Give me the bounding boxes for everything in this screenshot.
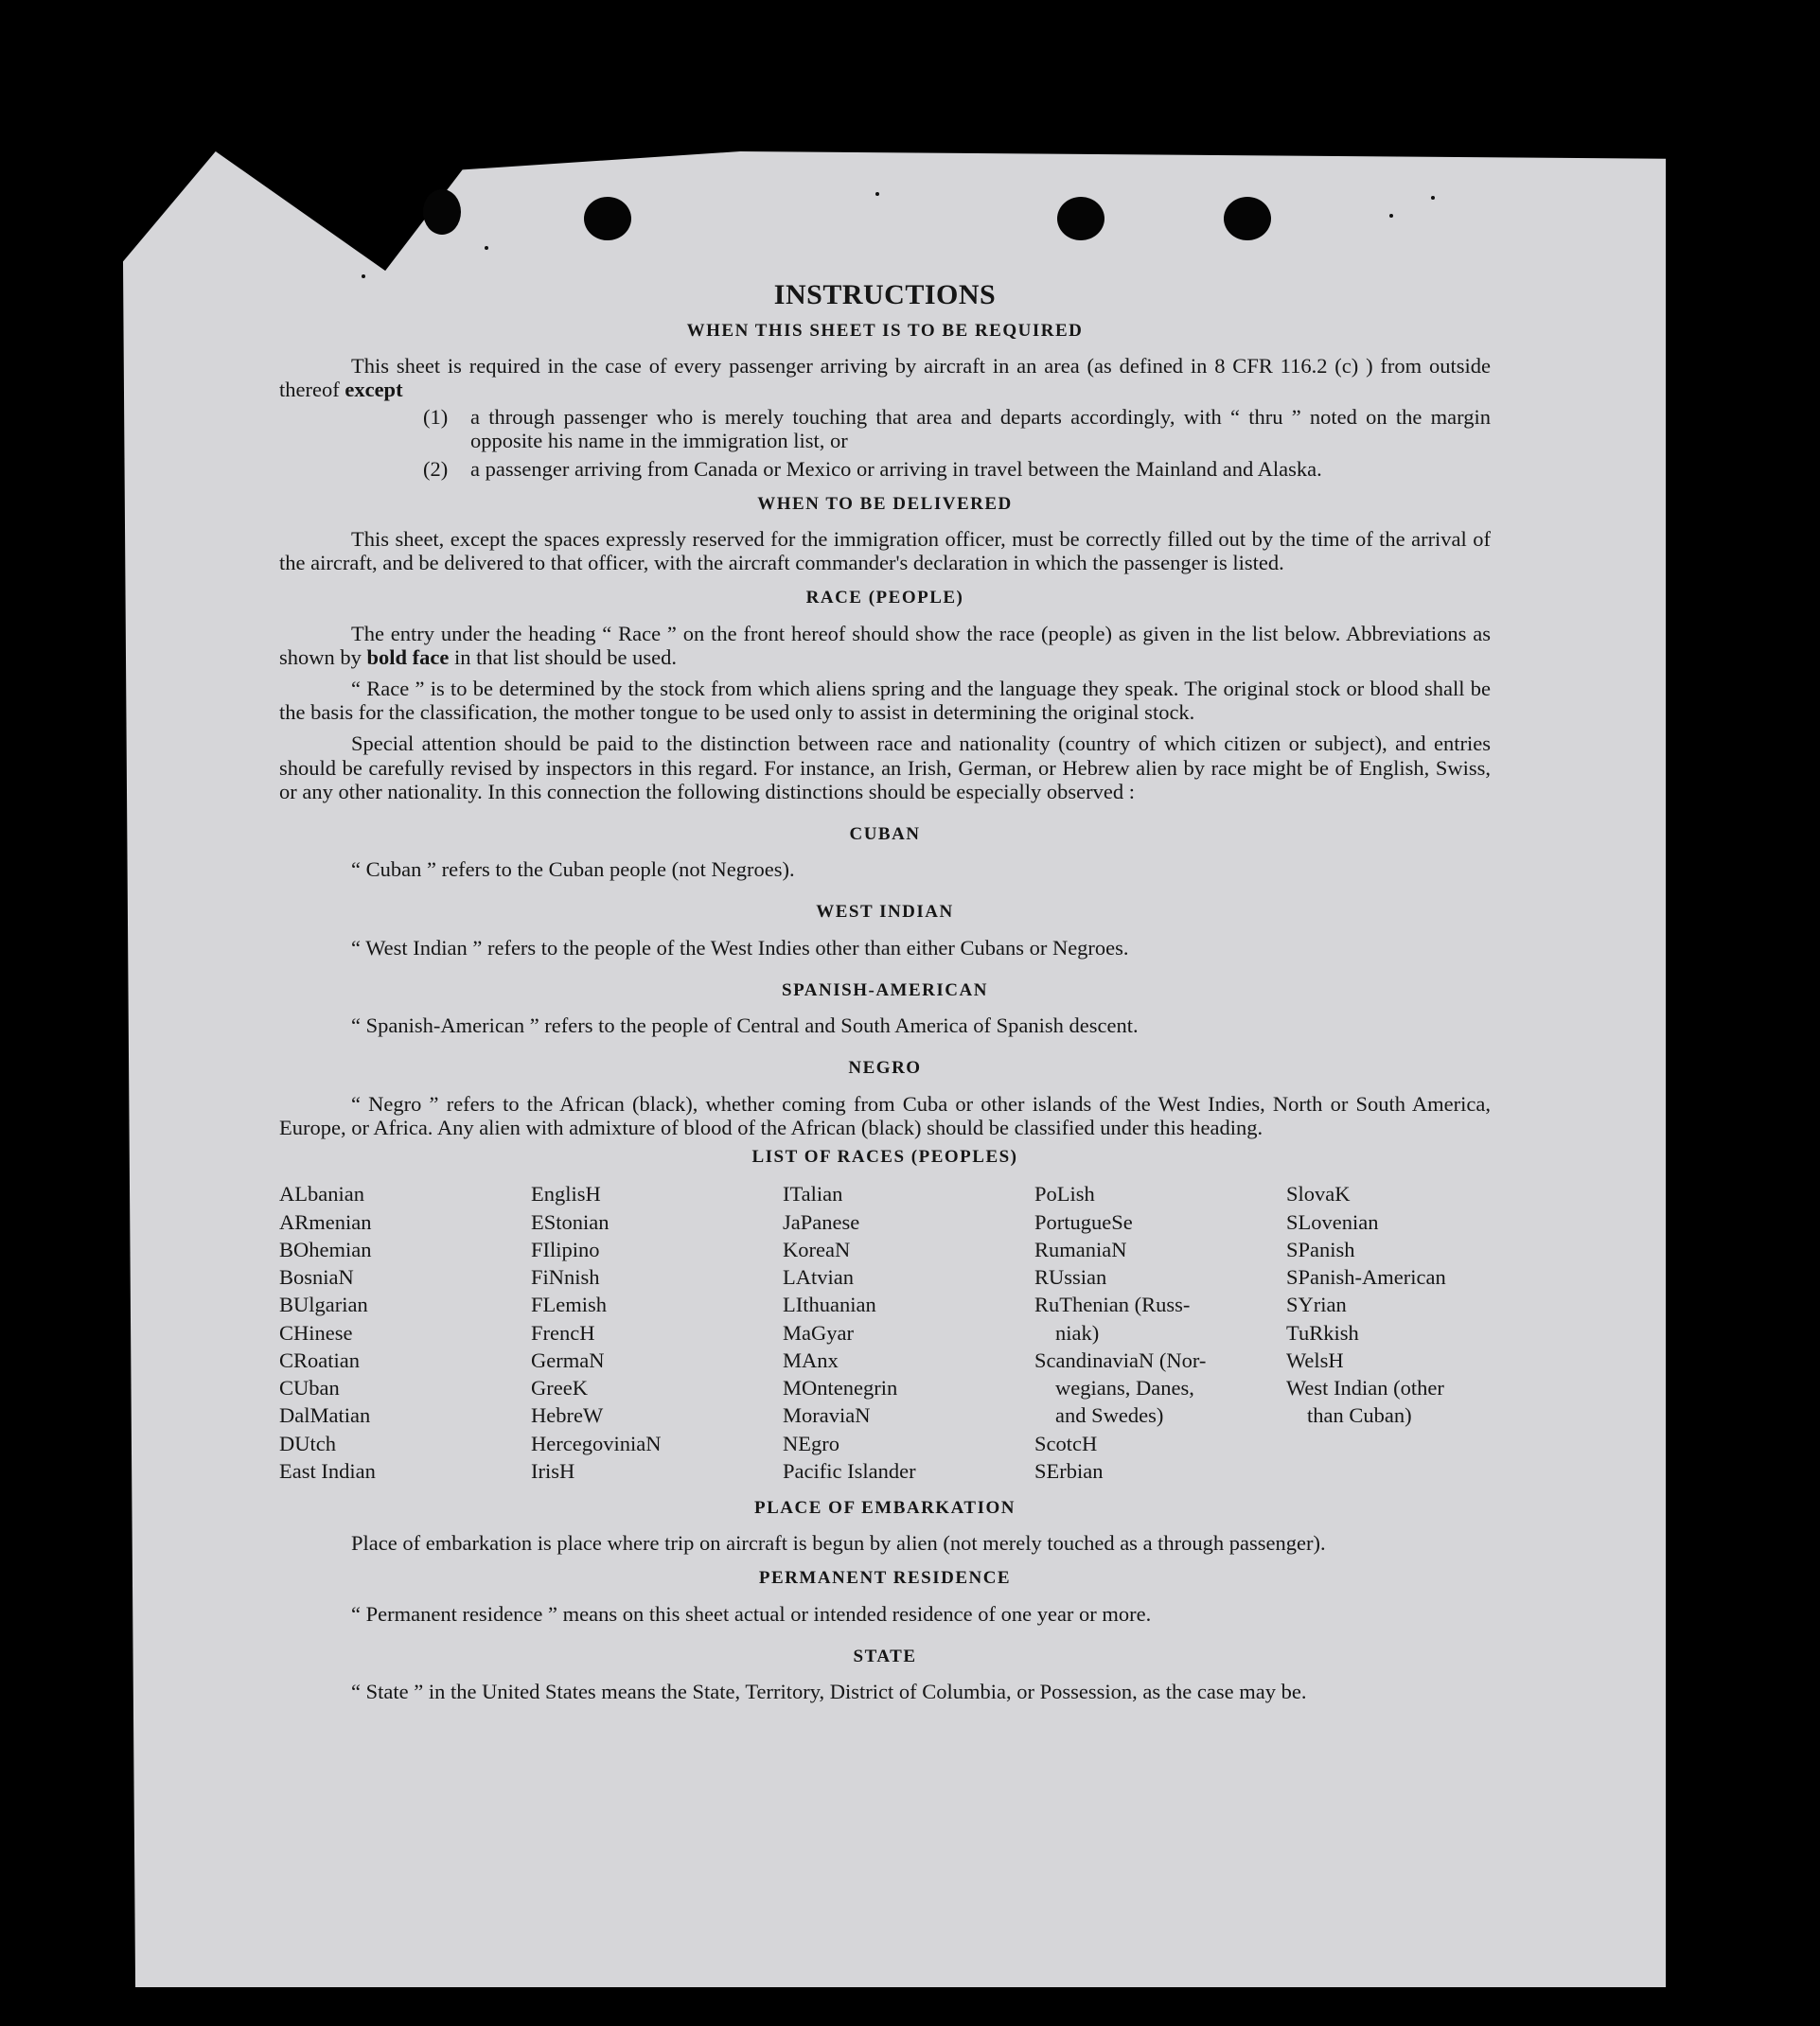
race-entry: BosniaN — [279, 1265, 354, 1290]
race-entry: JaPanese — [783, 1209, 860, 1234]
race-entry: KoreaN — [783, 1237, 851, 1261]
race-entry: ScotcH — [1034, 1431, 1098, 1455]
section-heading-state: STATE — [853, 1646, 917, 1666]
race-entry: NEgro — [783, 1431, 839, 1455]
section-heading-cuban: CUBAN — [849, 824, 921, 845]
race-entry: TuRkish — [1286, 1320, 1359, 1345]
section-heading-west-indian: WEST INDIAN — [816, 902, 954, 923]
race-entry: CHinese — [279, 1320, 353, 1345]
race-entry: SPanish-American — [1286, 1265, 1446, 1290]
race-text-end: in that list should be used. — [454, 644, 678, 669]
embarkation-paragraph: Place of embarkation is place where trip on aircraft is begun by alien (not merely touched as a through passenger). — [351, 1531, 1326, 1556]
punch-hole — [1224, 197, 1271, 240]
race-entry: East Indian — [279, 1458, 376, 1483]
race-entry: SErbian — [1034, 1458, 1104, 1483]
race-entry: HercegoviniaN — [531, 1431, 662, 1455]
west-indian-paragraph: “ West Indian ” refers to the people of the West Indies other than either Cubans or Negroes. — [351, 935, 1129, 960]
race-entry: SlovaK — [1286, 1182, 1351, 1207]
race-entry: FiNnish — [531, 1265, 600, 1290]
exception-item-2 — [423, 457, 1491, 481]
race-entry: FIlipino — [531, 1237, 600, 1261]
required-except: except — [345, 378, 403, 402]
speck — [875, 192, 879, 196]
required-text: This sheet is required in the case of every passenger arriving by aircraft in an area (as defined in 8 CFR 116.2 (c) ) from outside thereof — [279, 353, 1491, 402]
race-entry: wegians, Danes, — [1055, 1376, 1194, 1401]
punch-hole — [1057, 197, 1104, 240]
race-entry: niak) — [1055, 1320, 1100, 1345]
delivered-paragraph: This sheet, except the spaces expressly reserved for the immigration officer, must be correctly filled out by the time of the arrival of the aircraft, and be delivered to that officer, with the aircraft commander's declaration in which the passenger is listed. — [279, 527, 1491, 575]
race-entry: DalMatian — [279, 1403, 371, 1428]
race-entry: CUban — [279, 1376, 340, 1401]
race-entry: ScandinaviaN (Nor- — [1034, 1348, 1207, 1372]
residence-paragraph: “ Permanent residence ” means on this sheet actual or intended residence of one year or more. — [351, 1601, 1152, 1626]
cuban-paragraph: “ Cuban ” refers to the Cuban people (not Negroes). — [351, 857, 795, 882]
section-heading-races-list: LIST OF RACES (PEOPLES) — [751, 1147, 1018, 1168]
section-heading-required: WHEN THIS SHEET IS TO BE REQUIRED — [686, 320, 1084, 341]
race-entry: FLemish — [531, 1293, 608, 1317]
speck — [1431, 196, 1435, 200]
race-entry: LIthuanian — [783, 1293, 876, 1317]
race-entry: GermaN — [531, 1348, 605, 1372]
race-entry: RuThenian (Russ- — [1034, 1293, 1191, 1317]
item-text: a passenger arriving from Canada or Mexico or arriving in travel between the Mainland and Alaska. — [470, 456, 1322, 481]
race-entry: HebreW — [531, 1403, 604, 1428]
race-entry: WelsH — [1286, 1348, 1344, 1372]
races-list — [279, 1180, 1491, 1485]
race-entry: FrencH — [531, 1320, 595, 1345]
race-entry: ARmenian — [279, 1209, 372, 1234]
race-paragraph-3: Special attention should be paid to the distinction between race and nationality (country of which citizen or subject), and entries should be carefully revised by inspectors in this regard. For instance, an Irish, German, or Hebrew alien by race might be of English, Swiss, or any other nationality. In this connection the following distinctions should be especially observed : — [279, 731, 1491, 803]
section-heading-embarkation: PLACE OF EMBARKATION — [754, 1498, 1016, 1519]
spanish-american-paragraph: “ Spanish-American ” refers to the people of Central and South America of Spanish descent. — [351, 1013, 1139, 1038]
race-paragraph-2: “ Race ” is to be determined by the stock from which aliens spring and the language they speak. The original stock or blood shall be the basis for the classification, the mother tongue to be used only to assist in determining the original stock. — [279, 677, 1491, 725]
speck — [485, 246, 488, 250]
race-entry: MaGyar — [783, 1320, 854, 1345]
punch-hole-torn — [423, 189, 461, 235]
race-entry: ALbanian — [279, 1182, 364, 1207]
race-entry — [1286, 1457, 1494, 1485]
negro-paragraph: “ Negro ” refers to the African (black), whether coming from Cuba or other islands of the West Indies, North or South America, Europe, or Africa. Any alien with admixture of blood of the African (black) should be classified under this heading. — [279, 1091, 1491, 1139]
race-entry: than Cuban) — [1307, 1403, 1412, 1428]
item-number: (1) — [423, 405, 449, 430]
race-paragraph-1 — [279, 622, 1491, 669]
race-entry: GreeK — [531, 1376, 588, 1401]
race-entry: RUssian — [1034, 1265, 1107, 1290]
race-entry: DUtch — [279, 1431, 336, 1455]
race-entry: SLovenian — [1286, 1209, 1379, 1234]
race-entry: SYrian — [1286, 1293, 1347, 1317]
race-entry: Pacific Islander — [783, 1458, 916, 1483]
race-entry: and Swedes) — [1055, 1403, 1164, 1428]
bold-face-term: bold face — [366, 644, 450, 669]
race-entry: MoraviaN — [783, 1403, 871, 1428]
section-heading-negro: NEGRO — [848, 1058, 922, 1079]
speck — [1389, 214, 1393, 218]
section-heading-residence: PERMANENT RESIDENCE — [758, 1568, 1012, 1589]
section-heading-race: RACE (PEOPLE) — [805, 588, 964, 608]
race-entry: PoLish — [1034, 1182, 1095, 1207]
instructions-content — [279, 279, 1491, 1703]
race-entry: CRoatian — [279, 1348, 360, 1372]
race-entry: EStonian — [531, 1209, 610, 1234]
speck — [362, 274, 365, 278]
race-entry: LAtvian — [783, 1265, 854, 1290]
exception-item-1 — [423, 405, 1491, 452]
race-entry: MAnx — [783, 1348, 839, 1372]
required-paragraph — [279, 354, 1491, 401]
race-entry: PortugueSe — [1034, 1209, 1133, 1234]
race-entry: MOntenegrin — [783, 1376, 898, 1401]
race-text: The entry under the heading “ Race ” on the front hereof should show the race (people) as given in the list below. Abbreviations as shown by — [279, 621, 1491, 669]
page-title: INSTRUCTIONS — [773, 279, 997, 310]
race-entry — [1286, 1430, 1494, 1457]
race-entry: ITalian — [783, 1182, 843, 1207]
item-text: a through passenger who is merely touching that area and departs accordingly, with “ thru ” noted on the margin opposite his name in the immigration list, or — [470, 405, 1491, 453]
punch-hole — [584, 197, 631, 240]
item-number: (2) — [423, 456, 449, 481]
race-entry: SPanish — [1286, 1237, 1355, 1261]
state-paragraph: “ State ” in the United States means the State, Territory, District of Columbia, or Possession, as the case may be. — [351, 1680, 1307, 1704]
race-entry: West Indian (other — [1286, 1376, 1444, 1401]
race-entry: BOhemian — [279, 1237, 372, 1261]
race-entry: RumaniaN — [1034, 1237, 1127, 1261]
section-heading-delivered: WHEN TO BE DELIVERED — [757, 493, 1013, 514]
section-heading-spanish-american: SPANISH-AMERICAN — [782, 979, 988, 1000]
race-entry: EnglisH — [531, 1182, 601, 1207]
race-entry: IrisH — [531, 1458, 575, 1483]
race-entry: BUlgarian — [279, 1293, 368, 1317]
